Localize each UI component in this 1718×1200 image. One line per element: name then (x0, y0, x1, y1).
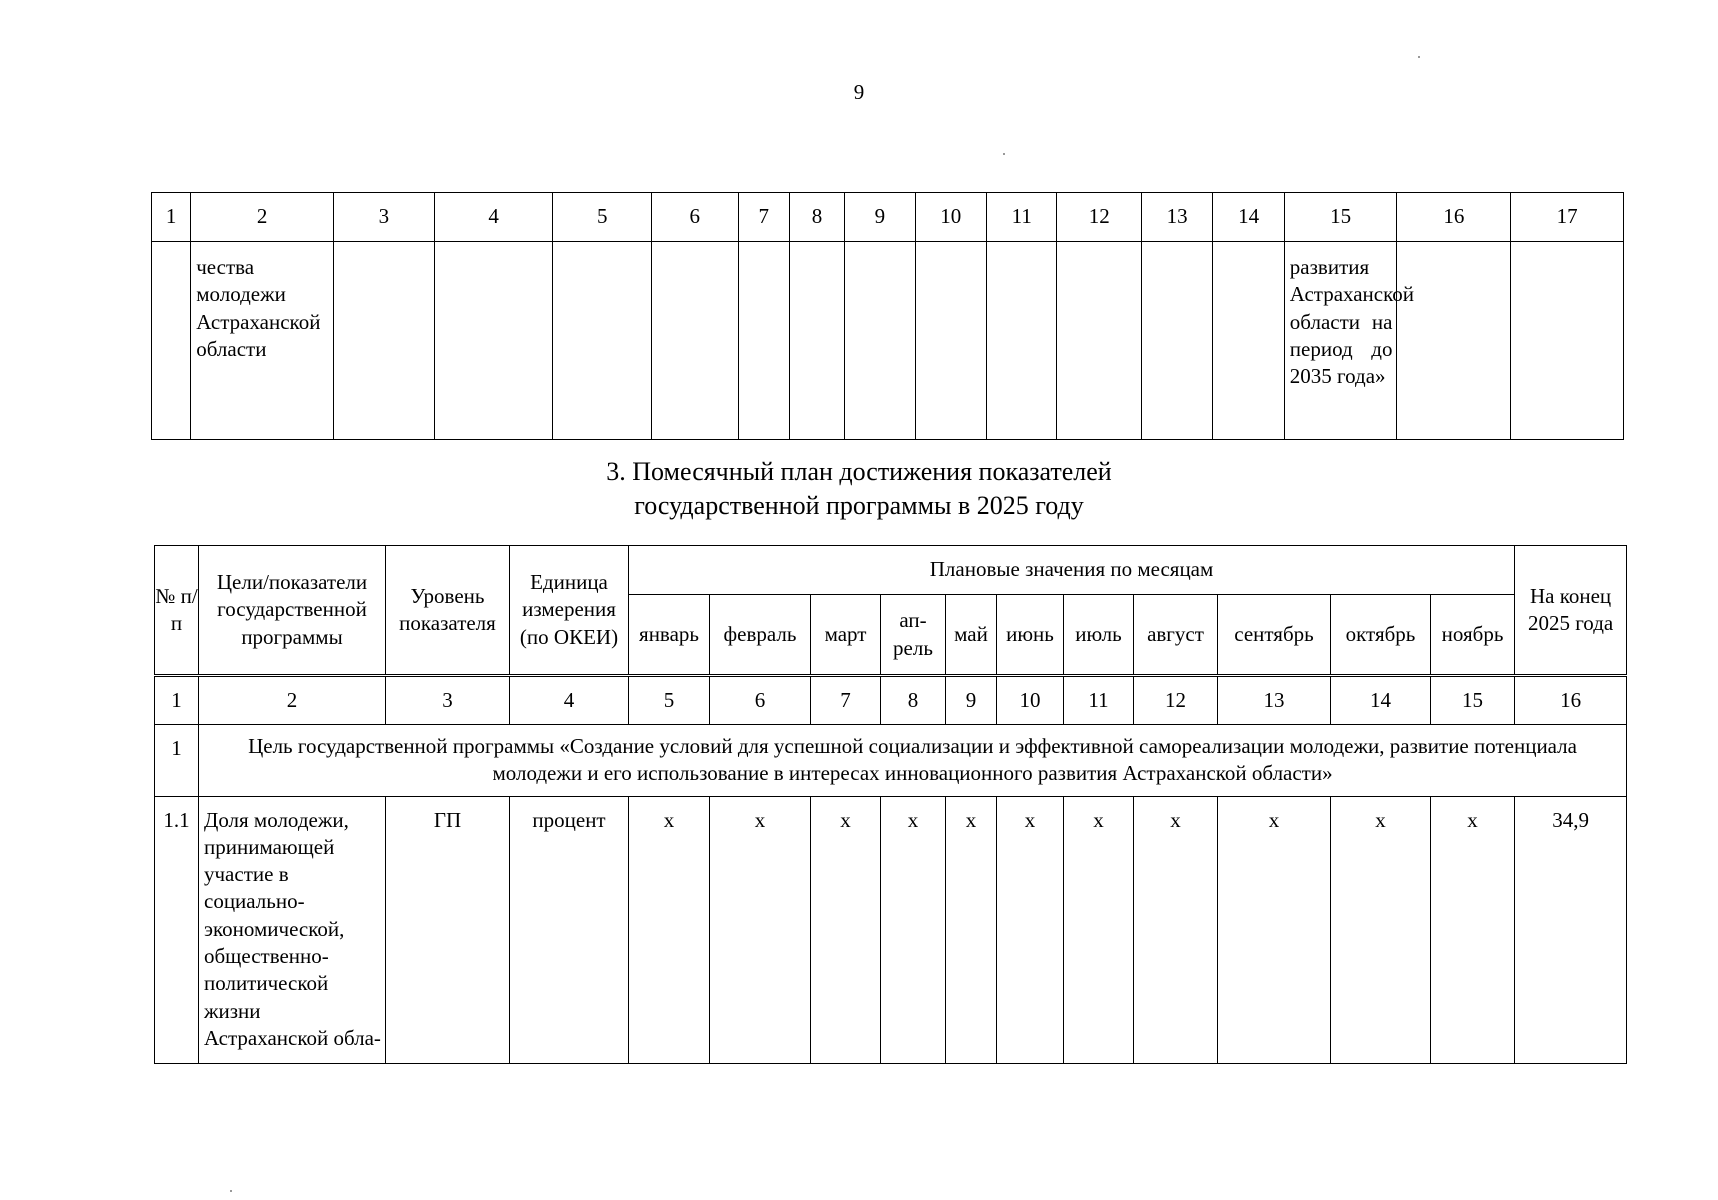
month-value: х (1134, 796, 1218, 1063)
month-header: май (946, 595, 997, 676)
table1-header-cell: 15 (1284, 193, 1397, 242)
table1-header-row (152, 193, 1624, 242)
table1-header-cell: 13 (1141, 193, 1212, 242)
table1-header-cell: 12 (1057, 193, 1142, 242)
header-end: На конец 2025 года (1515, 546, 1627, 676)
section-title-line2: государственной программы в 2025 году (634, 490, 1084, 520)
table1-col2-text: чества молодежи Астраханской области (191, 242, 334, 440)
indicator-row (155, 796, 1627, 1063)
indicator-num: 1.1 (155, 796, 199, 1063)
table1-cell (1397, 242, 1511, 440)
month-header: сентябрь (1218, 595, 1331, 676)
table1-cell (1141, 242, 1212, 440)
col-number: 7 (811, 676, 881, 725)
col-number: 2 (199, 676, 386, 725)
col-number: 11 (1064, 676, 1134, 725)
page-number: 9 (853, 80, 865, 104)
month-header: ап-рель (881, 595, 946, 676)
scan-speck (1418, 56, 1420, 58)
table1-header-cell: 5 (553, 193, 652, 242)
col-number: 12 (1134, 676, 1218, 725)
col-number: 1 (155, 676, 199, 725)
goal-text: Цель государственной программы «Создание условий для успешной социализации и эффективной самореализации молодежи, развитие потенциала молодежи и его использование в интересах инновационного развития Астраханской области» (199, 725, 1627, 797)
col-number: 9 (946, 676, 997, 725)
section-title (0, 455, 1718, 523)
table1-cell (738, 242, 789, 440)
table1-header-cell: 17 (1511, 193, 1624, 242)
month-header: октябрь (1331, 595, 1431, 676)
table2-number-row (155, 676, 1627, 725)
table1-header-cell: 7 (738, 193, 789, 242)
month-value: х (811, 796, 881, 1063)
col-number: 8 (881, 676, 946, 725)
table1-cell (1057, 242, 1142, 440)
table1-cell (1213, 242, 1284, 440)
month-value: х (710, 796, 811, 1063)
table1-cell (434, 242, 553, 440)
header-goals: Цели/показатели государственной программы (199, 546, 386, 676)
indicator-name: Доля молодежи, принимающей участие в социально-экономической, общественно-политической жизни Астраханской обла- (199, 796, 386, 1063)
table1-cell (845, 242, 915, 440)
table1-header-cell: 4 (434, 193, 553, 242)
table1-cell (152, 242, 191, 440)
month-header: август (1134, 595, 1218, 676)
month-header: ноябрь (1431, 595, 1515, 676)
col-number: 14 (1331, 676, 1431, 725)
header-num: № п/п (155, 546, 199, 676)
table1-body-row (152, 242, 1624, 440)
month-value: х (629, 796, 710, 1063)
section-title-line1: 3. Помесячный план достижения показателей (606, 457, 1112, 486)
table1-header-cell: 1 (152, 193, 191, 242)
col-number: 10 (997, 676, 1064, 725)
month-value: х (997, 796, 1064, 1063)
indicator-unit: процент (510, 796, 629, 1063)
end-value: 34,9 (1515, 796, 1627, 1063)
month-header: июнь (997, 595, 1064, 676)
table1-header-cell: 16 (1397, 193, 1511, 242)
header-planned: Плановые значения по месяцам (629, 546, 1515, 595)
table1-header-cell: 10 (915, 193, 986, 242)
table1-header-cell: 14 (1213, 193, 1284, 242)
month-header: июль (1064, 595, 1134, 676)
table1-cell (553, 242, 652, 440)
table1-header-cell: 2 (191, 193, 334, 242)
table1-cell (915, 242, 986, 440)
table2-header-row-1 (155, 546, 1627, 595)
scan-speck (230, 1190, 232, 1192)
scan-speck (1003, 153, 1005, 155)
monthly-plan-table (154, 545, 1627, 1064)
month-header: январь (629, 595, 710, 676)
col-number: 16 (1515, 676, 1627, 725)
month-value: х (1431, 796, 1515, 1063)
col-number: 3 (386, 676, 510, 725)
col-number: 13 (1218, 676, 1331, 725)
col-number: 4 (510, 676, 629, 725)
month-header: февраль (710, 595, 811, 676)
table1-cell (652, 242, 739, 440)
indicator-level: ГП (386, 796, 510, 1063)
col-number: 6 (710, 676, 811, 725)
table1-col15-text: развития Астраханской области на период до 2035 года» (1284, 242, 1397, 440)
continuation-table (151, 192, 1624, 440)
goal-row (155, 725, 1627, 797)
month-value: х (881, 796, 946, 1063)
table1-header-cell: 3 (334, 193, 435, 242)
month-value: х (946, 796, 997, 1063)
table1-header-cell: 9 (845, 193, 915, 242)
table1-cell (334, 242, 435, 440)
month-value: х (1218, 796, 1331, 1063)
col-number: 15 (1431, 676, 1515, 725)
table1-header-cell: 11 (987, 193, 1057, 242)
header-unit: Единица измерения (по ОКЕИ) (510, 546, 629, 676)
month-value: х (1064, 796, 1134, 1063)
table1-cell (987, 242, 1057, 440)
table1-header-cell: 6 (652, 193, 739, 242)
col-number: 5 (629, 676, 710, 725)
month-value: х (1331, 796, 1431, 1063)
month-header: март (811, 595, 881, 676)
goal-num: 1 (155, 725, 199, 797)
table1-cell (789, 242, 844, 440)
table1-cell (1511, 242, 1624, 440)
header-level: Уровень показателя (386, 546, 510, 676)
table1-header-cell: 8 (789, 193, 844, 242)
